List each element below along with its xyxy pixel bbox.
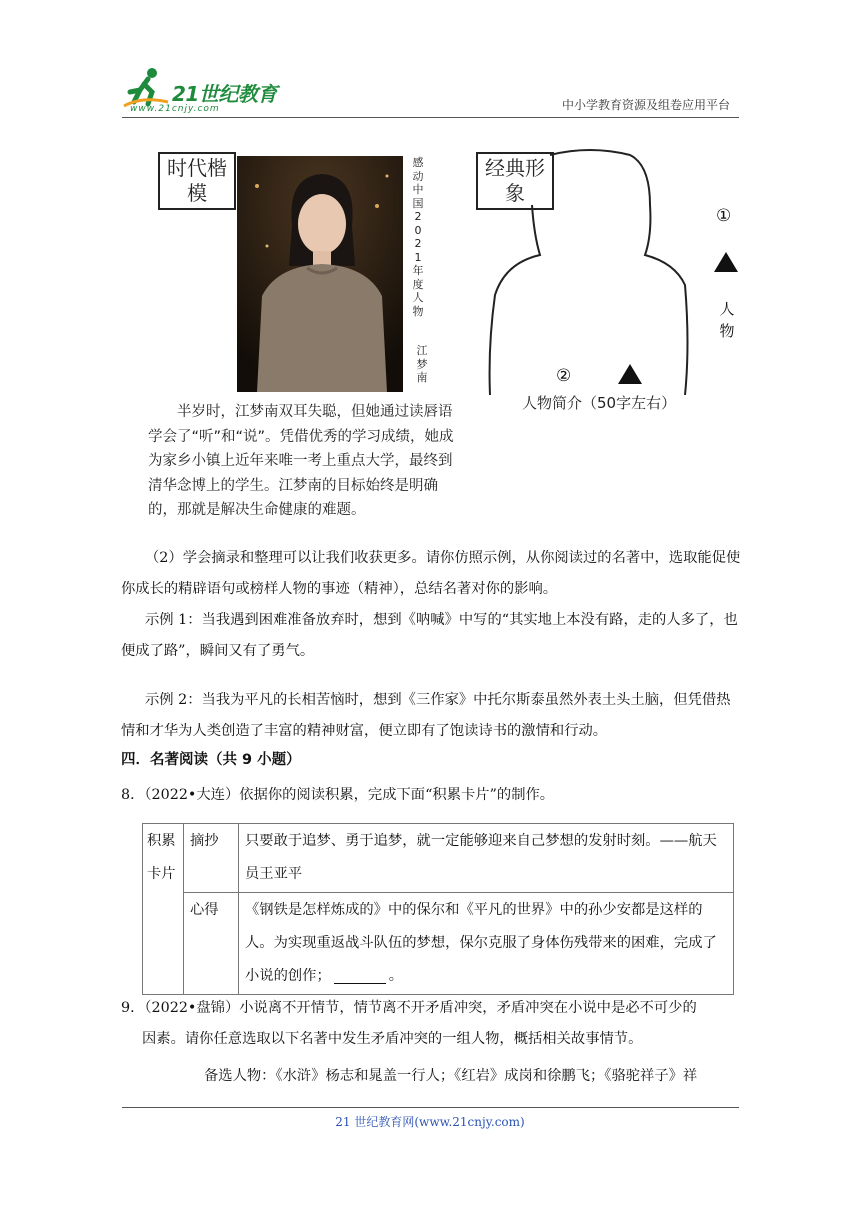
site-logo bbox=[122, 66, 292, 116]
marker-2: ② bbox=[556, 366, 572, 386]
person-portrait-icon bbox=[237, 156, 403, 392]
card-row1-text: 只要敢于追梦、勇于追梦，就一定能够迎来自己梦想的发射时刻。——航天员王亚平 bbox=[239, 824, 734, 893]
header-divider bbox=[122, 117, 739, 118]
photo-name-vertical: 江梦南 bbox=[416, 344, 428, 384]
header-platform-text: 中小学教育资源及组卷应用平台 bbox=[561, 98, 730, 112]
marker-2-label: 人物简介（50字左右） bbox=[522, 394, 677, 412]
photo-caption-vertical: 感动中国2021年度人物 bbox=[412, 156, 424, 318]
card-row2-label: 心得 bbox=[184, 893, 239, 995]
card-row2-text: 《钢铁是怎样炼成的》中的保尔和《平凡的世界》中的孙少安都是这样的人。为实现重返战斗队伍的梦想，保尔克服了身体伤残带来的困难，完成了小说的创作； bbox=[245, 902, 717, 984]
logo-url: www.21cnjy.com bbox=[130, 104, 220, 114]
photo-description: 半岁时，江梦南双耳失聪，但她通过读唇语学会了“听”和“说”。凭借优秀的学习成绩，她成为家乡小镇上近年来唯一考上重点大学，最终到清华念博上的学生。江梦南的目标始终是明确的，那就是解决生命健康的难题。 bbox=[148, 404, 454, 518]
footer-divider bbox=[122, 1107, 739, 1108]
marker-1-label: 人物 bbox=[719, 300, 735, 340]
portrait-photo bbox=[237, 156, 403, 392]
marker-1: ① bbox=[716, 206, 732, 226]
triangle-marker-icon bbox=[618, 364, 642, 384]
card-row1-label: 摘抄 bbox=[184, 824, 239, 893]
question-9-line1: 9．（2022•盘锦）小说离不开情节，情节离不开矛盾冲突，矛盾冲突在小说中是必不可少的 bbox=[121, 1000, 697, 1016]
section-heading: 四．名著阅读（共 9 小题） bbox=[121, 752, 301, 768]
right-tag-box: 经典形象 bbox=[476, 152, 554, 210]
card-row2-cell bbox=[239, 893, 734, 995]
example-1-text: 示例 1：当我遇到困难准备放弃时，想到《呐喊》中写的“其实地上本没有路，走的人多了，也便成了路”，瞬间又有了勇气。 bbox=[121, 612, 738, 659]
card-head-cell: 积累卡片 bbox=[143, 824, 184, 995]
footer-text: 21 世纪教育网(www.21cnjy.com) bbox=[335, 1115, 525, 1129]
triangle-marker-icon bbox=[714, 252, 738, 272]
silhouette-outline-icon bbox=[480, 145, 720, 395]
accumulation-card-table bbox=[142, 823, 734, 995]
question-2-text: （2）学会摘录和整理可以让我们收获更多。请你仿照示例，从你阅读过的名著中，选取能促使你成长的精辟语句或榜样人物的事迹（精神），总结名著对你的影响。 bbox=[121, 550, 741, 597]
question-9-line2: 因素。请你任意选取以下名著中发生矛盾冲突的一组人物，概括相关故事情节。 bbox=[142, 1031, 643, 1047]
logo-brand: 21世纪教育 bbox=[172, 82, 277, 106]
answer-blank[interactable] bbox=[334, 965, 386, 984]
left-tag-box: 时代楷模 bbox=[158, 152, 236, 210]
card-row2-end: 。 bbox=[388, 968, 404, 984]
candidate-characters: 备选人物：《水浒》杨志和晁盖一行人；《红岩》成岗和徐鹏飞；《骆驼祥子》祥 bbox=[204, 1068, 698, 1084]
question-8-text: 8．（2022•大连）依据你的阅读积累，完成下面“积累卡片”的制作。 bbox=[121, 787, 555, 803]
example-2-text: 示例 2：当我为平凡的长相苦恼时，想到《三作家》中托尔斯泰虽然外表土头土脑，但凭借热情和才华为人类创造了丰富的精神财富，便立即有了饱读诗书的激情和行动。 bbox=[121, 692, 731, 739]
